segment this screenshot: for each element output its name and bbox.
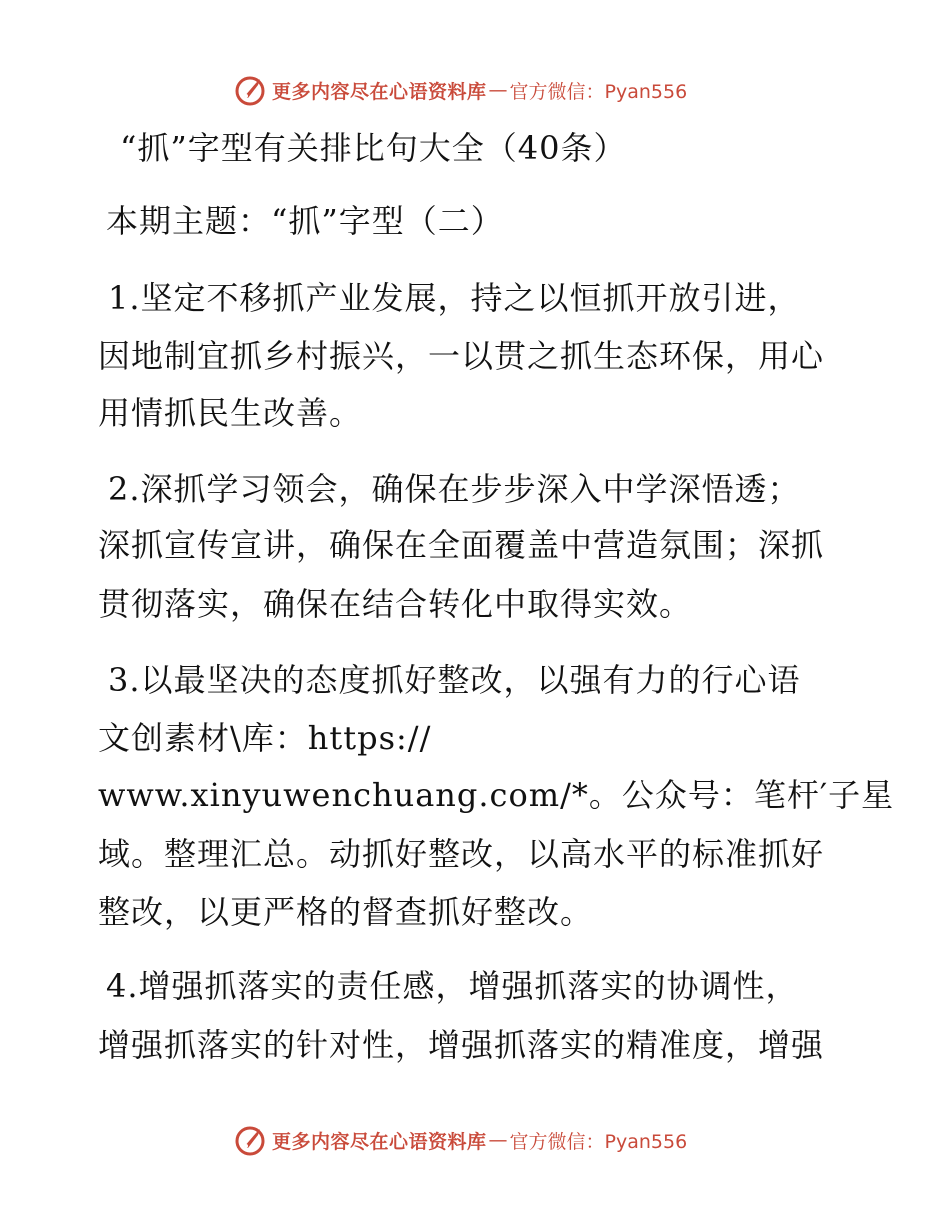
paragraph-1-line-2: 因地制宜抓乡村振兴，一以贯之抓生态环保，用心: [98, 337, 825, 375]
paragraph-3-line-2: 文创素材\库：https://: [98, 719, 432, 757]
brand-name: 更多内容尽在心语资料库: [272, 1130, 487, 1153]
contact-info: 官方微信：Pyan556: [509, 1130, 688, 1153]
paragraph-3-line-4: 域。整理汇总。动抓好整改，以高水平的标准抓好: [98, 835, 825, 873]
paragraph-1-line-1: 1.坚定不移抓产业发展，持之以恒抓开放引进，: [108, 279, 801, 317]
paragraph-2-line-2: 深抓宣传宣讲，确保在全面覆盖中营造氛围；深抓: [98, 526, 825, 564]
paragraph-3-line-5: 整改，以更严格的督查抓好整改。: [98, 893, 594, 931]
separator-dash: —: [488, 79, 508, 101]
paragraph-2-line-3: 贯彻落实，确保在结合转化中取得实效。: [98, 585, 693, 623]
brand-name: 更多内容尽在心语资料库: [272, 80, 487, 103]
brand-logo-icon: [234, 1123, 268, 1157]
contact-info: 官方微信：Pyan556: [509, 80, 688, 103]
header-watermark: [234, 72, 687, 108]
paragraph-1-line-3: 用情抓民生改善。: [98, 394, 363, 432]
paragraph-3-line-3: www.xinyuwenchuang.com/*。公众号：笔杆′子星: [98, 776, 895, 814]
document-title: “抓”字型有关排比句大全（40条）: [120, 129, 627, 167]
paragraph-4-line-1: 4.增强抓落实的责任感，增强抓落实的协调性，: [106, 967, 799, 1005]
brand-logo-icon: [234, 73, 268, 107]
paragraph-2-line-1: 2.深抓学习领会，确保在步步深入中学深悟透；: [108, 470, 801, 508]
document-subtitle: 本期主题：“抓”字型（二）: [106, 202, 504, 240]
paragraph-4-line-2: 增强抓落实的针对性，增强抓落实的精准度，增强: [98, 1026, 825, 1064]
footer-watermark: [234, 1122, 687, 1158]
separator-dash: —: [488, 1129, 508, 1151]
paragraph-3-line-1: 3.以最坚决的态度抓好整改，以强有力的行心语: [108, 661, 801, 699]
